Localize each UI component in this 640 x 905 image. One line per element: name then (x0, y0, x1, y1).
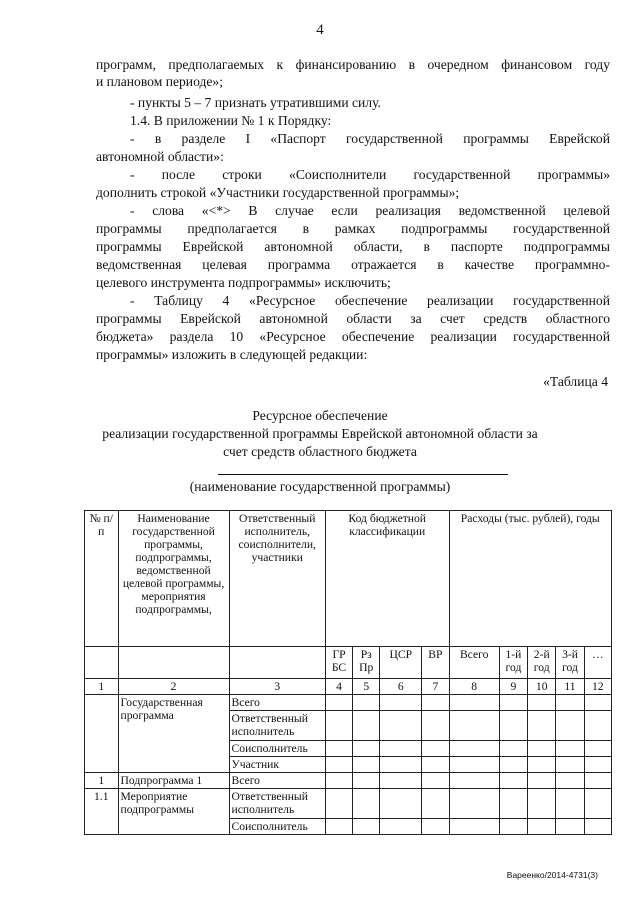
program-name-caption: (наименование государственной программы) (189, 479, 451, 494)
col-number: 12 (584, 679, 611, 695)
paragraph-line: программы» изложить в следующей редакции: (96, 347, 368, 362)
paragraph-line: 1.4. В приложении № 1 к Порядку: (130, 113, 332, 128)
subprogram-num: 1 (85, 773, 119, 789)
paragraph-line: ведомственная целевая программа отражается в качестве программно- (96, 257, 610, 272)
paragraph-line: программ, предполагаемых к финансированию в очередном финансовом году (96, 57, 610, 72)
subheader-year-3: 3-й год (556, 647, 584, 679)
table-cell (229, 647, 325, 679)
col-number: 7 (422, 679, 449, 695)
paragraph-line: бюджета» раздела 10 «Ресурсное обеспечение реализации государственной (96, 329, 610, 344)
col-number: 2 (118, 679, 229, 695)
col-number: 8 (449, 679, 499, 695)
table-cell (85, 695, 119, 773)
col-number: 3 (229, 679, 325, 695)
subprogram-total: Всего (229, 773, 325, 789)
paragraph-line: - в разделе I «Паспорт государственной программы Еврейской (130, 131, 610, 146)
subheader-vr: ВР (422, 647, 449, 679)
table-title-line-1: Ресурсное обеспечение (252, 408, 388, 423)
footer-code: Вареенко/2014-4731(3) (506, 870, 598, 880)
table-cell (85, 647, 119, 679)
activity-coexecutor: Соисполнитель (229, 819, 325, 835)
col-number: 1 (85, 679, 119, 695)
paragraph-line: - слова «<*> В случае если реализация ведомственной целевой (130, 203, 610, 218)
col-number: 5 (353, 679, 380, 695)
paragraph-line: целевого инструмента подпрограммы» исключить; (96, 275, 391, 290)
resource-table (84, 510, 612, 835)
col-number: 6 (380, 679, 422, 695)
subheader-csr: ЦСР (380, 647, 422, 679)
subprogram-name: Подпрограмма 1 (118, 773, 229, 789)
subheader-total: Всего (449, 647, 499, 679)
paragraph-line: - пункты 5 – 7 признать утратившими силу. (130, 95, 381, 110)
header-responsible: Ответственный исполнитель, соисполнители, участники (229, 511, 325, 647)
header-budget-code: Код бюджетной классификации (325, 511, 449, 647)
paragraph-line: дополнить строкой «Участники государственной программы»; (96, 185, 460, 200)
program-name-underline (218, 474, 508, 475)
header-name: Наименование государственной программы, подпрограммы, ведомственной целевой программы, мероприятия подпрограммы, (118, 511, 229, 647)
subheader-year-2: 2-й год (528, 647, 556, 679)
state-program-participant: Участник (229, 757, 325, 773)
paragraph-line: - Таблицу 4 «Ресурсное обеспечение реализации государственной (130, 293, 610, 308)
paragraph-line: и плановом периоде»; (96, 74, 224, 89)
table-label: «Таблица 4 (543, 374, 608, 389)
page-number: 4 (316, 22, 324, 38)
state-program-total: Всего (229, 695, 325, 711)
state-program-responsible: Ответственный исполнитель (229, 711, 325, 741)
paragraph-line: программы предполагается в рамках подпрограммы государственной (96, 221, 610, 236)
activity-responsible: Ответственный исполнитель (229, 789, 325, 819)
table-title-line-3: счет средств областного бюджета (223, 444, 417, 459)
col-number: 11 (556, 679, 584, 695)
paragraph-line: программы Еврейской автономной области за счет средств областного (96, 311, 610, 326)
state-program-coexecutor: Соисполнитель (229, 741, 325, 757)
subheader-grbs: ГР БС (325, 647, 352, 679)
table-cell (118, 647, 229, 679)
subheader-rzpr: Рз Пр (353, 647, 380, 679)
col-number: 9 (499, 679, 527, 695)
state-program-name: Государственная программа (118, 695, 229, 773)
paragraph-line: автономной области»: (96, 149, 224, 164)
subheader-more: … (584, 647, 611, 679)
paragraph-line: - после строки «Соисполнители государственной программы» (130, 167, 610, 182)
activity-name: Мероприятие подпрограммы (118, 789, 229, 835)
col-number: 4 (325, 679, 352, 695)
table-title-line-2: реализации государственной программы Еврейской автономной области за (102, 426, 538, 441)
header-expenses: Расходы (тыс. рублей), годы (449, 511, 611, 647)
header-num: № п/п (85, 511, 119, 647)
activity-num: 1.1 (85, 789, 119, 835)
subheader-year-1: 1-й год (499, 647, 527, 679)
col-number: 10 (528, 679, 556, 695)
paragraph-line: программы Еврейской автономной области, в паспорте подпрограммы (96, 239, 610, 254)
